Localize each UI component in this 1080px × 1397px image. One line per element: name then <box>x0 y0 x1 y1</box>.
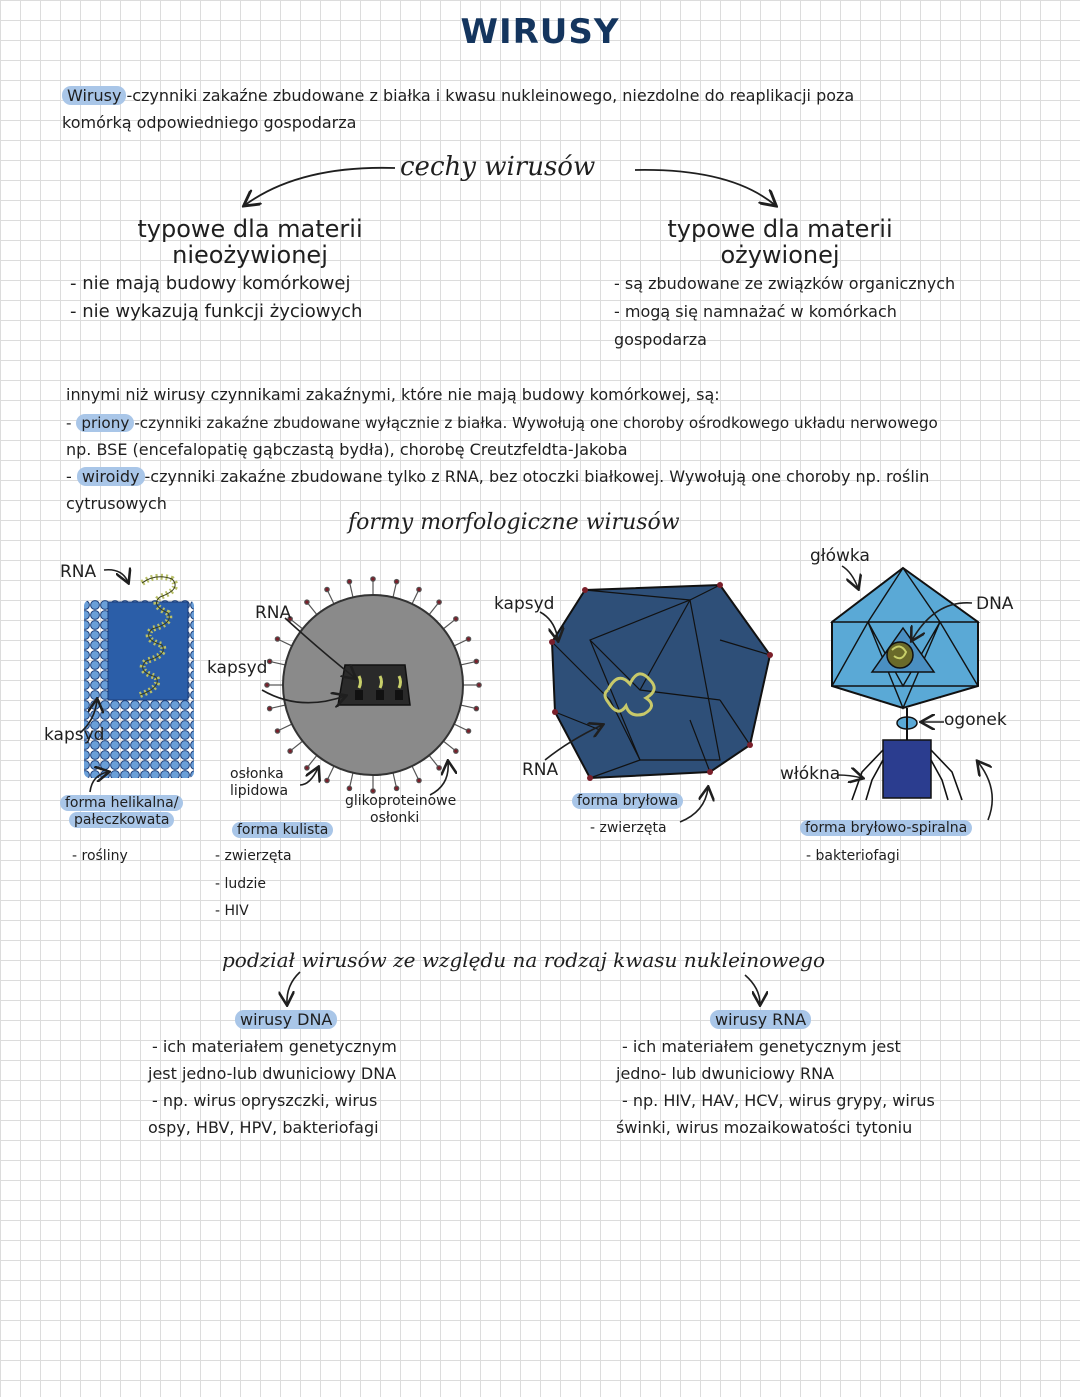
glycoprotein-tip <box>474 659 478 663</box>
spherical-example-1: - zwierzęta <box>215 848 292 864</box>
glycoprotein-tip <box>394 786 398 790</box>
rna-line-2: jedno- lub dwuniciowy RNA <box>616 1064 835 1083</box>
glycoprotein-tip <box>305 600 309 604</box>
prions-term: priony <box>76 414 134 432</box>
features-right-title-2: ożywionej <box>720 241 840 269</box>
arrow-features-left <box>245 168 395 205</box>
complex-example: - bakteriofagi <box>806 848 900 864</box>
arrow-spherical-envelope <box>300 768 318 785</box>
complex-form-label: forma bryłowo-spiralna <box>800 820 972 836</box>
helical-label-rna: RNA <box>60 562 97 582</box>
spherical-label-envelope-2: lipidowa <box>230 783 289 799</box>
glycoprotein-tip <box>325 587 329 591</box>
glycoprotein-tip <box>454 617 458 621</box>
rna-line-3: - np. HIV, HAV, HCV, wirus grypy, wirus <box>622 1091 935 1110</box>
rna-title <box>710 1010 811 1030</box>
glycoprotein-tip <box>417 587 421 591</box>
glycoprotein-tip <box>474 706 478 710</box>
arrow-polyhedral-form <box>680 788 708 822</box>
spherical-label-rna: RNA <box>255 603 292 623</box>
definition-text: -czynniki zakaźne zbudowane z białka i kwasu nukleinowego, niezdolne do reaplikacji poza <box>126 86 855 105</box>
rna-title-label: wirusy RNA <box>710 1010 811 1029</box>
bacteriophage-icon <box>832 568 978 800</box>
glycoprotein-tip <box>275 729 279 733</box>
spherical-form-label: forma kulista <box>232 822 333 838</box>
glycoprotein-tip <box>454 749 458 753</box>
spherical-label-glyco-1: glikoproteinowe <box>345 793 457 809</box>
prions-line-2: np. BSE (encefalopatię gąbczastą bydła), chorobę Creutzfeldta-Jakoba <box>66 440 628 459</box>
helical-form <box>60 795 183 829</box>
rna-line-4: świnki, wirus mozaikowatości tytoniu <box>616 1118 913 1137</box>
polyhedral-label-rna: RNA <box>522 760 559 780</box>
features-left-title-2: nieożywionej <box>172 241 328 269</box>
glycoprotein-tip <box>371 577 375 581</box>
dna-title <box>235 1010 337 1030</box>
helical-virus-icon <box>84 577 194 778</box>
prions-dash: - <box>66 414 72 432</box>
dna-line-4: ospy, HBV, HPV, bakteriofagi <box>148 1118 379 1137</box>
features-heading: cechy wirusów <box>400 152 596 182</box>
glycoprotein-tip <box>437 766 441 770</box>
polyhedral-form-label: forma bryłowa <box>572 793 683 809</box>
features-right-title-1: typowe dla materii <box>667 215 893 243</box>
definition-term: Wirusy <box>62 86 126 105</box>
polyhedral-virus-icon <box>549 582 773 781</box>
glycoprotein-tip <box>267 659 271 663</box>
spherical-example-2: - ludzie <box>215 876 267 892</box>
complex-label-dna: DNA <box>976 594 1014 614</box>
spherical-example-3: - HIV <box>215 903 249 919</box>
glycoprotein-tip <box>325 778 329 782</box>
glycoprotein-tip <box>288 749 292 753</box>
viroids-line-2: cytrusowych <box>66 494 167 513</box>
glycoprotein-tip <box>466 729 470 733</box>
complex-form <box>800 820 972 837</box>
glycoprotein-tip <box>267 706 271 710</box>
glycoprotein-tip <box>275 637 279 641</box>
features-right-item-2: - mogą się namnażać w komórkach <box>614 302 897 321</box>
glycoprotein-tip <box>347 786 351 790</box>
glycoprotein-tip <box>466 637 470 641</box>
spherical-label-envelope-1: osłonka <box>230 766 284 782</box>
rna-line-1: - ich materiałem genetycznym jest <box>622 1037 901 1056</box>
features-right-item-3: gospodarza <box>614 330 707 349</box>
polyhedral-form <box>572 793 683 810</box>
arrow-complex-fibers <box>838 775 862 778</box>
arrow-helical-rna <box>104 570 128 582</box>
dna-line-3: - np. wirus opryszczki, wirus <box>152 1091 378 1110</box>
features-left-item-1: - nie mają budowy komórkowej <box>70 273 351 294</box>
page-title: WIRUSY <box>460 12 620 52</box>
helical-label-capsid: kapsyd <box>44 725 105 745</box>
viroids-text: -czynniki zakaźne zbudowane tylko z RNA, bez otoczki białkowej. Wywołują one choroby np. roślin <box>144 467 930 486</box>
helical-form-line-2: pałeczkowata <box>69 812 174 828</box>
complex-label-head: główka <box>810 546 870 566</box>
features-left-item-2: - nie wykazują funkcji życiowych <box>70 301 363 322</box>
spherical-form <box>232 822 333 839</box>
glycoprotein-tip <box>437 600 441 604</box>
spherical-virus-icon <box>265 577 481 793</box>
glycoprotein-tip <box>265 683 269 687</box>
glycoprotein-tip <box>477 683 481 687</box>
polyhedral-label-capsid: kapsyd <box>494 594 555 614</box>
glycoprotein-tip <box>305 766 309 770</box>
arrow-features-right <box>635 170 775 205</box>
glycoprotein-tip <box>417 778 421 782</box>
other-agents-intro: innymi niż wirusy czynnikami zakaźnymi, które nie mają budowy komórkowej, są: <box>66 385 720 404</box>
prions-text: -czynniki zakaźne zbudowane wyłącznie z białka. Wywołują one choroby ośrodkowego układu nerwowego <box>134 414 938 432</box>
arrow-complex-head <box>842 566 858 588</box>
dna-line-1: - ich materiałem genetycznym <box>152 1037 397 1056</box>
arrow-class-dna <box>287 972 300 1004</box>
helical-example: - rośliny <box>72 848 128 864</box>
glycoprotein-tip <box>394 579 398 583</box>
dna-line-2: jest jedno-lub dwuniciowy DNA <box>148 1064 397 1083</box>
polyhedral-example: - zwierzęta <box>590 820 667 836</box>
definition-line-2: komórką odpowiedniego gospodarza <box>62 113 357 132</box>
spherical-label-glyco-2: osłonki <box>370 810 420 826</box>
morphology-heading: formy morfologiczne wirusów <box>348 510 680 535</box>
complex-label-tail: ogonek <box>944 710 1007 730</box>
arrow-complex-form <box>978 762 992 820</box>
dna-title-label: wirusy DNA <box>235 1010 337 1029</box>
viroids-dash: - <box>66 467 72 486</box>
classification-heading: podział wirusów ze względu na rodzaj kwasu nukleinowego <box>222 948 826 972</box>
features-left-title-1: typowe dla materii <box>137 215 363 243</box>
arrow-class-rna <box>745 975 760 1004</box>
helical-form-line-1: forma helikalna/ <box>60 795 183 811</box>
spherical-label-capsid: kapsyd <box>207 658 268 678</box>
glycoprotein-tip <box>347 579 351 583</box>
complex-label-fibers: włókna <box>780 764 841 784</box>
viroids-term: wiroidy <box>77 467 145 486</box>
features-right-item-1: - są zbudowane ze związków organicznych <box>614 274 956 293</box>
